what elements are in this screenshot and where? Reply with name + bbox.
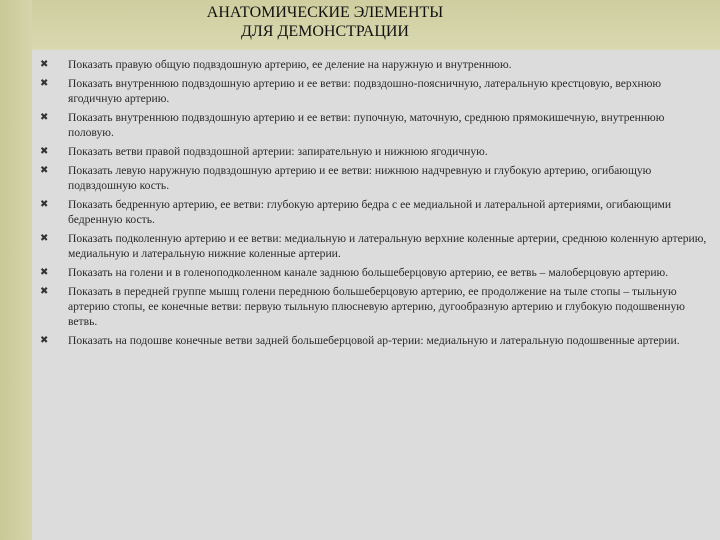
list-item [32,284,712,329]
list-item-text: Показать ветви правой подвздошной артерии: запирательную и нижнюю ягодичную. [68,145,488,158]
slide-title-line-1: АНАТОМИЧЕСКИЕ ЭЛЕМЕНТЫ [206,4,444,21]
bullet-x-icon: ✖ [40,267,49,278]
bullet-x-icon: ✖ [40,286,49,297]
bullet-list [32,57,712,352]
list-item-text: Показать на голени и в голеноподколенном канале заднюю большеберцовую артерию, ее ветвь – малоберцовую артерию. [68,266,669,279]
slide-title [140,3,510,41]
bullet-x-icon: ✖ [40,78,49,89]
list-item [32,144,712,159]
bullet-x-icon: ✖ [40,335,49,346]
bullet-x-icon: ✖ [40,112,49,123]
list-item-text: Показать левую наружную подвздошную артерию и ее ветви: нижнюю надчревную и глубокую артерию, огибающую подвздошную кость. [68,164,652,192]
slide-title-line-2: ДЛЯ ДЕМОНСТРАЦИИ [241,23,409,40]
list-item-text: Показать внутреннюю подвздошную артерию и ее ветви: подвздошно-поясничную, латеральную крестцовую, верхнюю ягодичную артерию. [68,77,662,105]
list-item [32,231,712,261]
list-item [32,110,712,140]
list-item [32,76,712,106]
bullet-x-icon: ✖ [40,59,49,70]
bullet-x-icon: ✖ [40,165,49,176]
list-item-text: Показать на подошве конечные ветви задней большеберцовой ар-терии: медиальную и латеральную подошвенные артерии. [68,334,680,347]
left-decor-band [0,0,32,540]
list-item [32,333,712,348]
bullet-x-icon: ✖ [40,233,49,244]
list-item [32,265,712,280]
list-item-text: Показать внутреннюю подвздошную артерию и ее ветви: пупочную, маточную, среднюю прямокишечную, внутреннюю половую. [68,111,665,139]
list-item-text: Показать подколенную артерию и ее ветви: медиальную и латеральную верхние коленные артерии, среднюю коленную артерию, медиальную и латеральную нижние коленные артерии. [68,232,707,260]
list-item [32,197,712,227]
list-item [32,57,712,72]
bullet-x-icon: ✖ [40,199,49,210]
bullet-x-icon: ✖ [40,146,49,157]
list-item-text: Показать правую общую подвздошную артерию, ее деление на наружную и внутреннюю. [68,58,512,71]
list-item-text: Показать в передней группе мышц голени переднюю большеберцовую артерию, ее продолжение на тыле стопы – тыльную артерию стопы, ее конечные ветви: первую тыльную плюсневую артерию, дугообразную артерию и глубокую подошвенную ветвь. [68,285,685,328]
list-item [32,163,712,193]
list-item-text: Показать бедренную артерию, ее ветви: глубокую артерию бедра с ее медиальной и латеральной артериями, огибающими бедренную кость. [68,198,672,226]
